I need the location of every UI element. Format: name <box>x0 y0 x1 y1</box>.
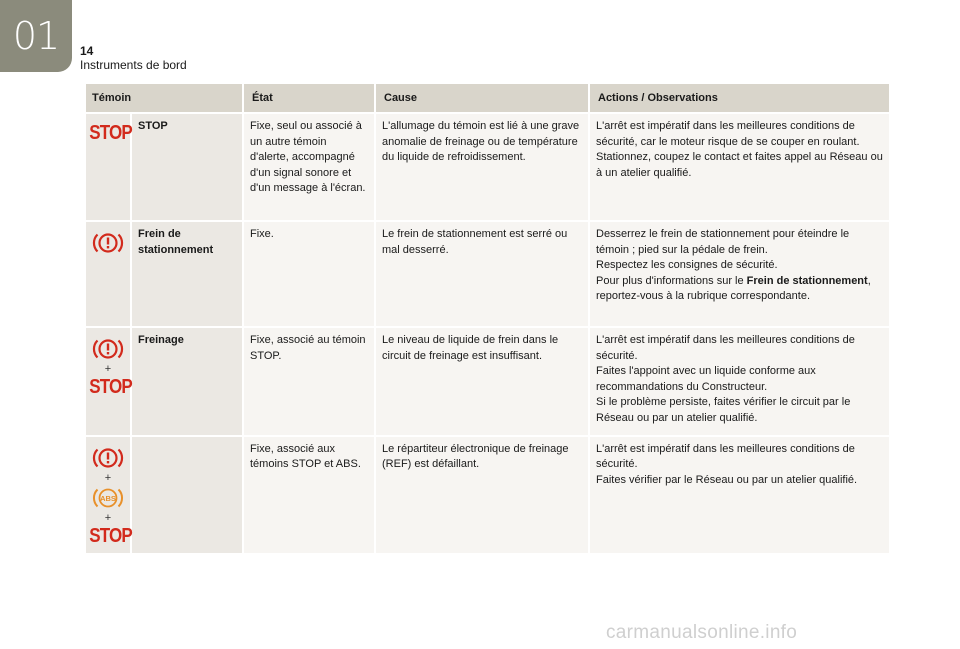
action-text: Faites vérifier par le Réseau ou par un atelier qualifié. <box>596 473 858 486</box>
warning-name: STOP <box>132 114 242 220</box>
table-row <box>86 114 889 220</box>
chapter-number: 01 <box>12 14 60 58</box>
action-text: L'arrêt est impératif dans les meilleures conditions de sécurité, car le moteur risque de se couper en roulant. <box>596 120 860 148</box>
chapter-tab <box>0 0 72 72</box>
abs-icon-label: ABS <box>100 493 116 503</box>
warning-actions <box>590 437 889 553</box>
warning-name <box>132 437 242 553</box>
brake-warning-icon <box>91 445 125 471</box>
plus-sign: + <box>104 511 112 524</box>
action-text: L'arrêt est impératif dans les meilleures conditions de sécurité. <box>596 442 855 471</box>
warning-name: Frein de stationnement <box>132 222 242 326</box>
action-ref-topic: Frein de stationnement <box>746 274 868 287</box>
warning-actions <box>590 114 889 220</box>
warning-actions <box>590 328 889 435</box>
stop-icon: STOP <box>89 122 132 144</box>
stop-icon: STOP <box>89 376 132 398</box>
action-reference <box>596 274 883 305</box>
icon-cell <box>86 222 130 326</box>
warning-cause: L'allumage du témoin est lié à une grave anomalie de freinage ou de température du liquide de refroidissement. <box>376 114 588 220</box>
action-text: Respectez les consignes de sécurité. <box>596 259 778 272</box>
icon-cell <box>86 114 130 220</box>
stop-icon: STOP <box>89 524 132 547</box>
action-ref-suffix: , reportez-vous à la rubrique correspondante. <box>596 274 871 303</box>
warning-state: Fixe. <box>244 222 374 326</box>
warning-lights-table <box>84 82 891 555</box>
table-row <box>86 437 889 553</box>
action-ref-prefix: Pour plus d'informations sur le <box>596 274 747 287</box>
warning-state: Fixe, seul ou associé à un autre témoin d'alerte, accompagné d'un signal sonore et d'un message à l'écran. <box>244 114 374 220</box>
header-etat: État <box>244 84 374 112</box>
warning-cause: Le niveau de liquide de frein dans le circuit de freinage est insuffisant. <box>376 328 588 435</box>
plus-sign: + <box>104 363 112 375</box>
plus-sign: + <box>104 471 112 484</box>
header-temoin: Témoin <box>86 84 242 112</box>
abs-icon <box>91 485 125 511</box>
table-row <box>86 222 889 326</box>
warning-name: Freinage <box>132 328 242 435</box>
icon-cell <box>86 328 130 435</box>
warning-state: Fixe, associé au témoin STOP. <box>244 328 374 435</box>
icon-cell <box>86 437 130 553</box>
action-text: L'arrêt est impératif dans les meilleures conditions de sécurité. <box>596 334 855 362</box>
header-cause: Cause <box>376 84 588 112</box>
warning-state: Fixe, associé aux témoins STOP et ABS. <box>244 437 374 553</box>
section-title: Instruments de bord <box>80 58 187 72</box>
table-header-row <box>86 84 889 112</box>
brake-warning-icon <box>91 230 125 256</box>
action-text: Si le problème persiste, faites vérifier le circuit par le Réseau ou par un atelier qualifié. <box>596 396 851 424</box>
header-actions: Actions / Observations <box>590 84 889 112</box>
action-text: Stationnez, coupez le contact et faites appel au Réseau ou à un atelier qualifié. <box>596 151 883 179</box>
brake-warning-icon <box>91 336 125 362</box>
action-text: Faites l'appoint avec un liquide conforme aux recommandations du Constructeur. <box>596 365 816 393</box>
action-text: Desserrez le frein de stationnement pour éteindre le témoin ; pied sur la pédale de frein. <box>596 228 850 256</box>
page-number: 14 <box>80 44 94 58</box>
warning-cause: Le frein de stationnement est serré ou mal desserré. <box>376 222 588 326</box>
warning-actions <box>590 222 889 326</box>
table-row <box>86 328 889 435</box>
watermark: carmanualsonline.info <box>606 622 798 643</box>
warning-cause: Le répartiteur électronique de freinage (REF) est défaillant. <box>376 437 588 553</box>
